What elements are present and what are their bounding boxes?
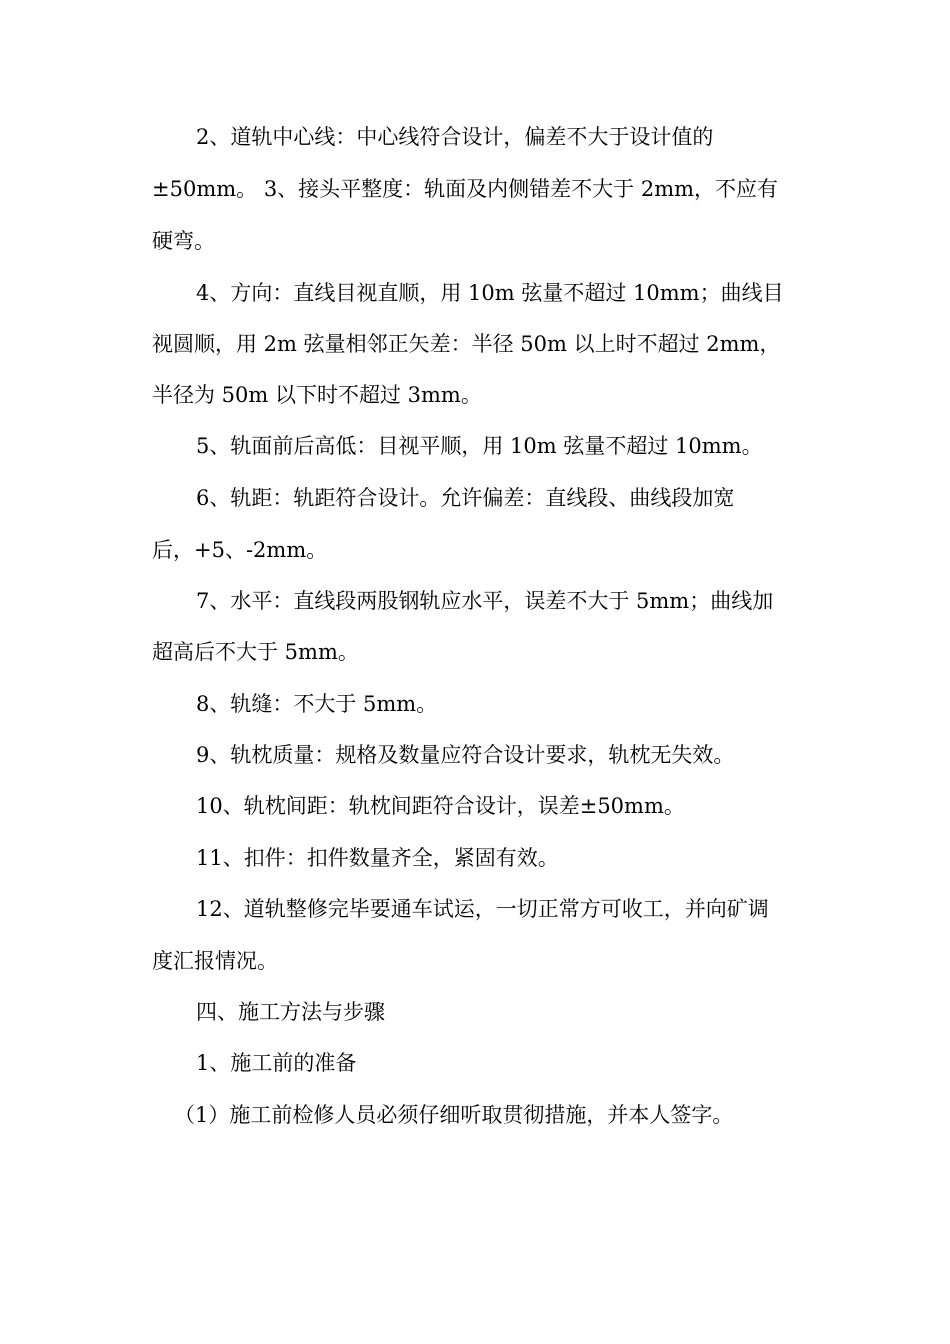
text-line-item-2-centerline: 2、道轨中心线：中心线符合设计，偏差不大于设计值的 bbox=[196, 125, 714, 149]
text-line-item-7-end: 超高后不大于 5mm。 bbox=[152, 640, 359, 664]
text-line-item-3-end: 硬弯。 bbox=[152, 229, 215, 253]
text-line-item-6-gauge: 6、轨距：轨距符合设计。允许偏差：直线段、曲线段加宽 bbox=[196, 486, 735, 510]
text-line-item-4-continuation: 视圆顺，用 2m 弦量相邻正矢差：半径 50m 以上时不超过 2mm， bbox=[152, 332, 781, 356]
text-line-item-10-sleeper-spacing: 10、轨枕间距：轨枕间距符合设计，误差±50mm。 bbox=[196, 794, 685, 818]
section-heading-construction-method: 四、施工方法与步骤 bbox=[196, 1000, 385, 1024]
subheading-preparation: 1、施工前的准备 bbox=[196, 1051, 357, 1075]
text-line-sub-item-1: （1）施工前检修人员必须仔细听取贯彻措施，并本人签字。 bbox=[174, 1103, 734, 1127]
text-line-item-5-rail-level: 5、轨面前后高低：目视平顺，用 10m 弦量不超过 10mm。 bbox=[196, 434, 763, 458]
text-line-item-12-end: 度汇报情况。 bbox=[152, 949, 278, 973]
text-line-item-9-sleeper-quality: 9、轨枕质量：规格及数量应符合设计要求，轨枕无失效。 bbox=[196, 743, 735, 767]
text-line-item-12-trial-run: 12、道轨整修完毕要通车试运，一切正常方可收工，并向矿调 bbox=[196, 897, 769, 921]
text-line-item-7-level: 7、水平：直线段两股钢轨应水平，误差不大于 5mm；曲线加 bbox=[196, 589, 774, 613]
text-line-item-4-end: 半径为 50m 以下时不超过 3mm。 bbox=[152, 383, 482, 407]
text-line-item-8-rail-gap: 8、轨缝：不大于 5mm。 bbox=[196, 692, 438, 716]
text-line-item-4-direction: 4、方向：直线目视直顺，用 10m 弦量不超过 10mm；曲线目 bbox=[196, 281, 784, 305]
text-line-item-2-3-continuation: ±50mm。 3、接头平整度：轨面及内侧错差不大于 2mm，不应有 bbox=[152, 177, 779, 201]
text-line-item-11-fasteners: 11、扣件：扣件数量齐全，紧固有效。 bbox=[196, 846, 559, 870]
text-line-item-6-end: 后，+5、-2mm。 bbox=[152, 538, 328, 562]
